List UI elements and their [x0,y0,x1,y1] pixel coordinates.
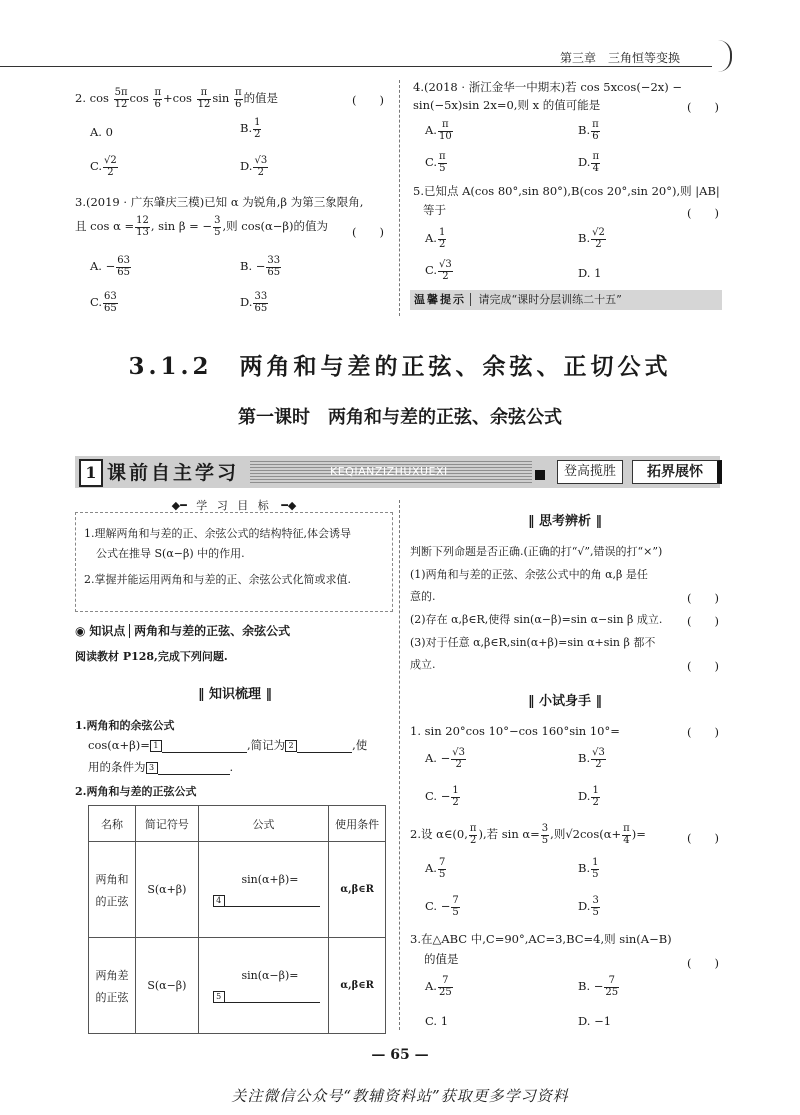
option-d: D. $\frac{\pi}{4}$ [578,151,600,174]
option-b: B. − $\frac{33}{65}$ [240,255,281,278]
think-item-1b: 意的. [410,590,436,603]
cos-condition-line: 用的条件为 3 . [88,760,234,774]
target-icon: ◉ [75,624,86,638]
sine-formula-table [88,805,386,1034]
answer-paren: ( ) [352,225,384,239]
option-c: C. − $\frac{7}{5}$ [425,895,459,918]
practice-3-line2: 的值是 [424,952,459,966]
option-d: D. $\frac{1}{2}$ [578,785,599,808]
option-c: C. $\frac{√3}{2}$ [425,259,452,282]
table-row: 两角差 的正弦 S(α−β) sin(α−β)= 5 α,β∈R [89,938,386,1034]
option-d: D. $\frac{33}{65}$ [240,291,268,314]
table-header: 名称 [89,806,136,842]
question-5: 5.已知点 A(cos 80°,sin 80°),B(cos 20°,sin 20°),则 |AB| [413,184,720,198]
think-item-3: (3)对于任意 α,β∈R,sin(α+β)=sin α+sin β 都不 [410,636,656,649]
think-item-2: (2)存在 α,β∈R,使得 sin(α−β)=sin α−sin β 成立. [410,613,663,626]
practice-1: 1. sin 20°cos 10°−cos 160°sin 10°= [410,724,620,738]
table-header: 简记符号 [136,806,199,842]
goals-title: 学 习 目 标 [196,499,272,512]
option-a: A. − $\frac{63}{65}$ [90,255,130,278]
banner-tag-2: 拓界展怀 [632,460,722,484]
tip-label: 温馨提示 [410,293,471,306]
option-d: D. 1 [578,266,602,280]
answer-paren: ( ) [687,591,719,605]
diamond-arrow-icon: ◆━ [171,499,187,512]
diamond-arrow-icon: ━◆ [281,499,297,512]
practice-3: 3.在△ABC 中,C=90°,AC=3,BC=4,则 sin(A−B) [410,932,672,946]
practice-2: 2.设 α∈(0, $\frac{\pi}{2}$ ),若 sin α= $\frac{3}{5}$ ,则√2cos(α+ $\frac{\pi}{4}$ )= [410,823,646,846]
kp-title: 两角和与差的正弦、余弦公式 [134,624,291,638]
goal-1b: 公式在推导 S(α−β) 中的作用. [96,546,245,560]
lesson-title: 第一课时 两角和与差的正弦、余弦公式 [238,407,562,428]
answer-paren: ( ) [687,831,719,845]
option-d: D. −1 [578,1014,612,1028]
goal-2: 2.掌握并能运用两角和与差的正、余弦公式化简或求值. [84,572,351,586]
table-header: 公式 [198,806,329,842]
option-d: D. $\frac{√3}{2}$ [240,155,268,178]
fraction: $\frac{\pi}{6}$ [234,87,242,110]
question-4-line2: sin(−5x)sin 2x=0,则 x 的值可能是 [413,98,601,112]
option-b: B. $\frac{√2}{2}$ [578,227,605,250]
page-number: — 65 — [371,1047,429,1063]
question-2: 2. cos $\frac{5\pi}{12}$ cos $\frac{\pi}{6}$ +cos $\frac{\pi}{12}$ sin $\frac{\pi}{6}$ 的值是 [75,87,279,110]
knowledge-point-row [75,622,290,639]
chapter-header: 第三章 三角恒等变换 [560,51,681,65]
column-divider-bottom [399,500,400,1030]
option-b: B. $\frac{1}{5}$ [578,857,599,880]
formula-heading-2: 2.两角和与差的正弦公式 [75,785,197,798]
option-c: C. − $\frac{1}{2}$ [425,785,459,808]
answer-paren: ( ) [687,725,719,739]
option-c: C. 1 [425,1014,449,1028]
answer-paren: ( ) [687,100,719,114]
table-row: 两角和 的正弦 S(α+β) sin(α+β)= 4 α,β∈R [89,842,386,938]
question-3-line2: 且 cos α = $\frac{12}{13}$ , sin β = − $\frac{3}{5}$ ,则 cos(α−β)的值为 [75,215,329,238]
fraction: $\frac{\pi}{6}$ [154,87,162,110]
option-c: C. $\frac{√2}{2}$ [90,155,117,178]
answer-paren: ( ) [687,614,719,628]
header-rule [0,66,712,67]
answer-paren: ( ) [352,93,384,107]
question-3: 3.(2019 · 广东肇庆三模)已知 α 为锐角,β 为第三象限角, [75,195,364,209]
fraction: $\frac{\pi}{12}$ [197,87,211,110]
option-a: A. − $\frac{√3}{2}$ [425,747,465,770]
option-d: D. $\frac{3}{5}$ [578,895,599,918]
goal-1: 1.理解两角和与差的正、余弦公式的结构特征,体会诱导 [84,527,351,540]
answer-paren: ( ) [687,956,719,970]
option-b: B. $\frac{√3}{2}$ [578,747,605,770]
banner-tag-1: 登高揽胜 [557,460,623,484]
footer-note: 关注微信公众号“教辅资料站”获取更多学习资料 [231,1087,569,1105]
answer-paren: ( ) [687,206,719,220]
fraction: $\frac{5\pi}{12}$ [114,87,128,110]
option-b: B. $\frac{\pi}{6}$ [578,119,599,142]
think-item-1: (1)两角和与差的正弦、余弦公式中的角 α,β 是任 [410,568,648,581]
tip-bar [410,290,722,310]
option-a: A. $\frac{1}{2}$ [425,227,446,250]
kp-label: 知识点 [89,624,130,638]
banner-pinyin: KEQIANZIZHUXUEXI [330,465,448,478]
section-title: 3.1.2 两角和与差的正弦、余弦、正切公式 [128,353,672,380]
header-curl [712,40,732,72]
option-a: A. $\frac{7}{5}$ [425,857,446,880]
option-a: A. $\frac{7}{25}$ [425,975,452,998]
question-4: 4.(2018 · 浙江金华一中期末)若 cos 5xcos(−2x) − [413,80,683,94]
option-a: A. $\frac{\pi}{10}$ [425,119,452,142]
option-c: C. $\frac{\pi}{5}$ [425,151,446,174]
table-header: 使用条件 [329,806,386,842]
think-title: ‖ 思考辨析 ‖ [527,514,603,529]
sort-title: ‖ 知识梳理 ‖ [197,687,273,702]
option-a: A. 0 [90,125,113,139]
think-intro: 判断下列命题是否正确.(正确的打“√”,错误的打“×”) [410,545,663,558]
try-title: ‖ 小试身手 ‖ [527,694,603,709]
goals-title-row [75,497,393,513]
option-b: B. $\frac{1}{2}$ [240,117,261,140]
goals-box [75,512,393,612]
option-b: B. − $\frac{7}{25}$ [578,975,619,998]
formula-heading-1: 1.两角和的余弦公式 [75,719,175,732]
read-instruction: 阅读教材 P128,完成下列问题. [75,650,228,663]
banner-marker [535,470,545,480]
column-divider-top [399,80,400,316]
think-item-3b: 成立. [410,658,436,671]
option-c: C. $\frac{63}{65}$ [90,291,117,314]
question-5-line2: 等于 [423,203,446,217]
tip-text: 请完成“课时分层训练二十五” [478,293,622,306]
cos-sum-line: cos(α+β)= 1 ,简记为 2 ,使 [88,738,368,752]
banner-num: 1 [79,459,103,487]
banner-title: 课前自主学习 [107,462,240,484]
answer-paren: ( ) [687,659,719,673]
